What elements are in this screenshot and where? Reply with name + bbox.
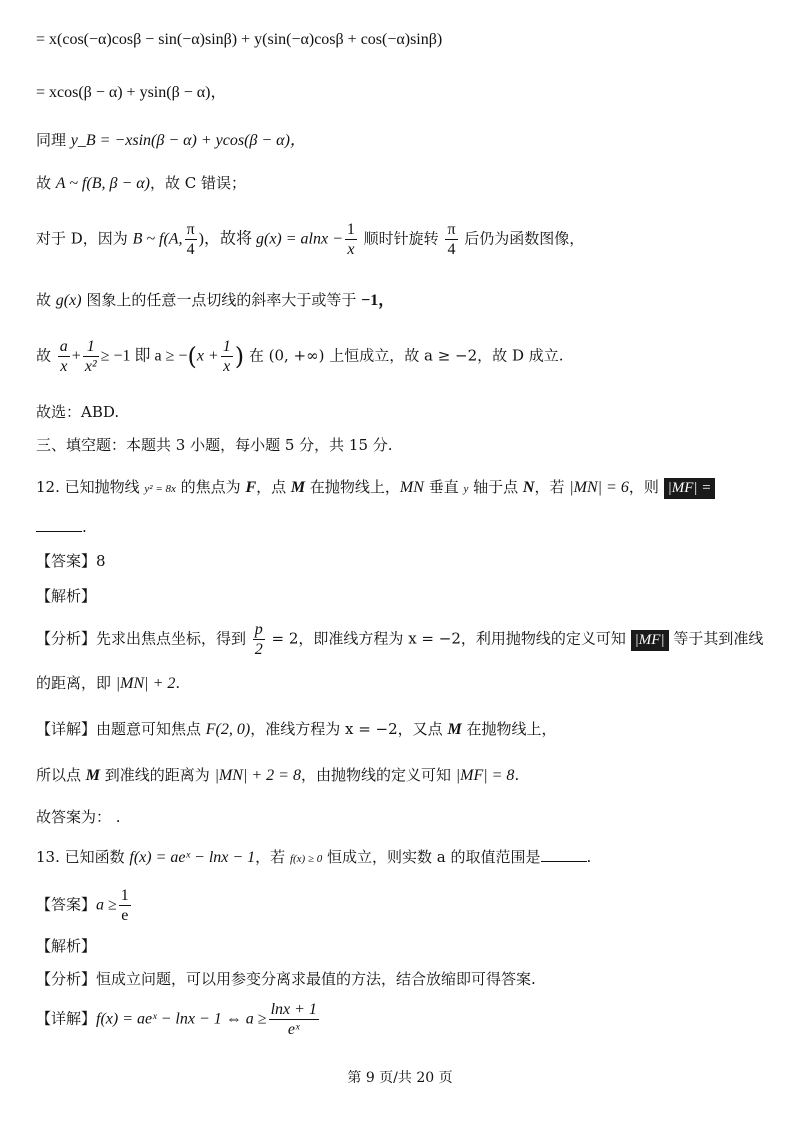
derivation-line-6	[36, 287, 394, 310]
text: 在 (0, +∞) 上恒成立，故 a ≥ −2，故 D 成立.	[244, 346, 564, 365]
math: F	[245, 479, 257, 496]
text: 轴于点	[468, 478, 523, 496]
denominator: e	[121, 907, 129, 924]
math: M	[290, 479, 306, 496]
numerator: π	[186, 221, 195, 238]
text: .	[586, 848, 592, 866]
math: f(x) ≥ 0	[289, 853, 323, 865]
page-footer: 第 9 页/共 20 页	[347, 1070, 453, 1086]
text: 的距离，即	[36, 674, 116, 692]
text: .	[514, 766, 520, 784]
denominator: 4	[186, 241, 195, 258]
numerator: π	[447, 221, 456, 238]
fraction	[269, 1000, 319, 1039]
derivation-line-7	[36, 337, 564, 376]
text: .	[175, 674, 181, 692]
text: 恒成立，则实数 a 的取值范围是	[322, 848, 541, 866]
text: 到准线的距离为	[100, 766, 215, 784]
math: a ≥	[96, 896, 117, 914]
text: 【答案】	[36, 895, 97, 914]
numerator: 1	[222, 338, 231, 355]
section-heading: 三、填空题：本题共 3 小题，每小题 5 分，共 15 分.	[36, 436, 393, 454]
denominator: x	[223, 358, 231, 375]
text: 顺时针旋转	[358, 229, 444, 248]
text: ，点	[256, 478, 291, 496]
text: ，则	[628, 478, 664, 496]
q13-answer	[36, 886, 133, 925]
text: 等于其到准线	[668, 629, 764, 648]
math: |MN| + 2	[115, 675, 176, 692]
answer-blank	[36, 531, 82, 532]
math: A ~ f(B, β − α)	[55, 175, 150, 192]
math: |MN| = 6	[569, 479, 629, 496]
math: |MN| + 2 = 8	[214, 767, 301, 784]
text: ，若	[255, 848, 290, 866]
math: +	[71, 347, 81, 365]
text: 【详解】由题意可知焦点	[36, 720, 206, 738]
q12-blank	[36, 518, 87, 536]
fraction	[445, 220, 457, 259]
denominator: 4	[447, 241, 456, 258]
math: |MF| = 8	[455, 767, 515, 784]
q13-analysis: 【分析】恒成立问题，可以用参变分离求最值的方法，结合放缩即可得答案.	[36, 970, 536, 988]
derivation-line-4	[36, 172, 246, 193]
numerator: lnx + 1	[270, 1001, 317, 1018]
denominator: 2	[254, 641, 263, 658]
denominator: x²	[84, 358, 97, 375]
q12-stem	[36, 476, 715, 499]
numerator: 1	[120, 887, 129, 904]
numerator: 1	[83, 337, 99, 357]
text: 13. 已知函数	[36, 848, 130, 866]
math: f(x) = aeˣ − lnx − 1	[129, 849, 256, 866]
answer-choice-line: 故选：ABD.	[36, 403, 120, 421]
paren: (	[187, 342, 197, 371]
math: )，故将	[198, 230, 256, 248]
text: ，故 C 错误；	[149, 174, 246, 192]
math: g(x) = alnx −	[255, 230, 343, 248]
math: ≥ −1 即 a ≥ −	[100, 347, 188, 365]
text: 【分析】先求出焦点坐标，得到	[36, 629, 251, 648]
paren: )	[234, 342, 245, 371]
q12-final: 故答案为： .	[36, 808, 121, 826]
q12-detail	[36, 718, 556, 739]
q12-analysis-label: 【解析】	[36, 587, 97, 605]
answer-blank	[541, 861, 587, 862]
text: ，准线方程为 x = −2，又点	[250, 720, 448, 738]
text: 故	[36, 174, 56, 192]
numerator: 1	[346, 221, 355, 238]
text: 【详解】	[36, 1009, 97, 1028]
text: 图象上的任意一点切线的斜率大于或等于	[81, 291, 362, 309]
text: 所以点	[36, 766, 86, 784]
text: 后仍为函数图像，	[459, 229, 585, 248]
math: N	[522, 479, 535, 496]
derivation-line-1: = x(cos(−α)cosβ − sin(−α)sinβ) + y(sin(−α)cosβ + cos(−α)sinβ)	[36, 31, 443, 48]
text: 同理	[36, 131, 71, 149]
derivation-line-3	[36, 127, 306, 150]
q13-stem	[36, 846, 591, 867]
text: 故	[36, 346, 56, 365]
q13-detail	[36, 1000, 321, 1039]
q12-analysis	[36, 620, 763, 659]
math: −1，	[361, 292, 395, 309]
numerator: p	[254, 621, 263, 638]
text: 在抛物线上，	[305, 478, 400, 496]
math: B ~ f(A,	[132, 230, 183, 248]
text: 故	[36, 291, 56, 309]
fraction	[345, 220, 357, 259]
denominator: x	[60, 358, 68, 375]
q12-detail-cont	[36, 764, 519, 785]
numerator: a	[59, 338, 68, 355]
fraction	[58, 337, 70, 376]
math: M	[85, 767, 101, 784]
text: = 2，即准线方程为 x = −2，利用抛物线的定义可知	[266, 629, 631, 648]
math: y_B = −xsin(β − α) + ycos(β − α)，	[70, 132, 306, 149]
fraction	[83, 337, 99, 376]
fraction	[119, 886, 131, 925]
text: 对于 D，因为	[36, 229, 133, 248]
math: g(x)	[55, 292, 82, 309]
q13-analysis-label: 【解析】	[36, 937, 97, 955]
q12-analysis-cont	[36, 672, 180, 693]
highlighted-math: |MF|	[631, 630, 669, 651]
fraction	[185, 220, 197, 259]
text: 垂直	[423, 478, 464, 496]
math: y² = 8x	[144, 483, 176, 495]
fraction	[221, 337, 233, 376]
math: MN	[399, 479, 424, 496]
fraction	[253, 620, 265, 659]
math: x +	[196, 347, 219, 365]
q12-answer: 【答案】8	[36, 552, 106, 570]
math: y	[463, 483, 469, 495]
denominator: eˣ	[287, 1021, 300, 1038]
derivation-line-2: = xcos(β − α) + ysin(β − α)，	[36, 84, 227, 101]
text: ，由抛物线的定义可知	[300, 766, 456, 784]
text: 在抛物线上，	[461, 720, 557, 738]
denominator: x	[347, 241, 355, 258]
math: f(x) = aeˣ − lnx − 1 ⇔ a ≥	[96, 1010, 267, 1028]
text: 的焦点为	[175, 478, 246, 496]
text: ，若	[534, 478, 570, 496]
text: .	[82, 518, 87, 536]
math: F(2, 0)	[205, 721, 251, 738]
derivation-line-5	[36, 220, 584, 259]
math: M	[447, 721, 462, 738]
text: 12. 已知抛物线	[36, 478, 145, 496]
highlighted-math: |MF| =	[664, 478, 716, 499]
